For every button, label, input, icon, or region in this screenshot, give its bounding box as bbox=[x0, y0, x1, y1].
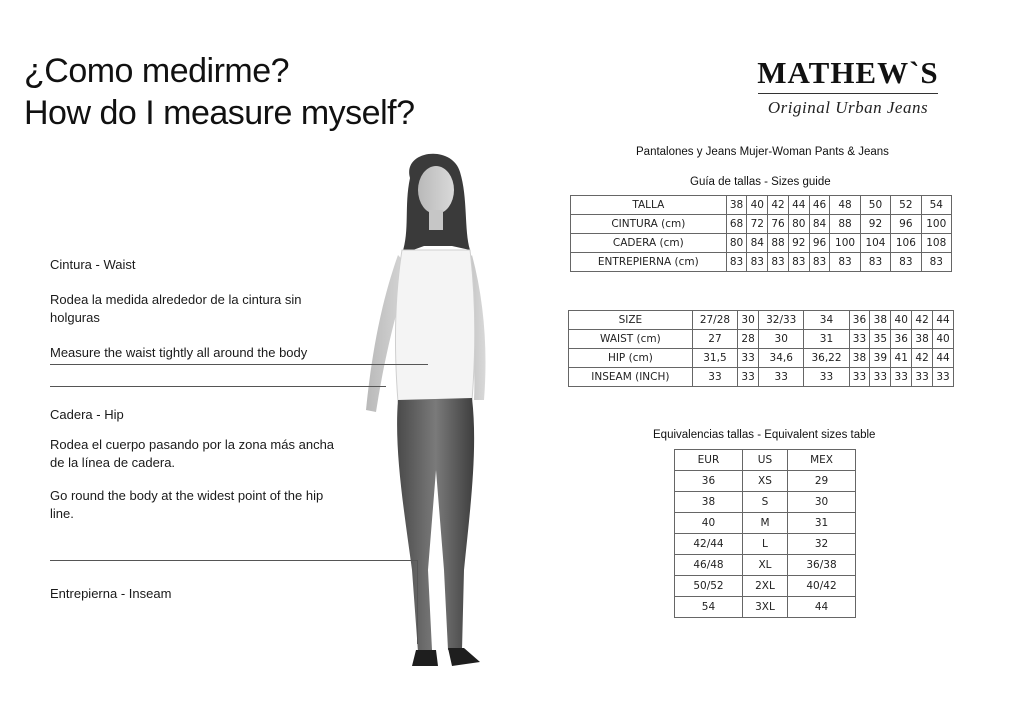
table-cell: XL bbox=[742, 555, 787, 576]
table-cell: 104 bbox=[860, 234, 890, 253]
brand-logo bbox=[752, 56, 944, 118]
table-cell: 68 bbox=[726, 215, 747, 234]
header-cell: 50 bbox=[860, 196, 890, 215]
row-label-cell: WAIST (cm) bbox=[569, 330, 693, 349]
table-row bbox=[569, 368, 954, 387]
table-row bbox=[675, 513, 856, 534]
table-cell: 33 bbox=[933, 368, 954, 387]
table-row bbox=[675, 471, 856, 492]
title-english: How do I measure myself? bbox=[24, 94, 415, 132]
table-cell: 28 bbox=[738, 330, 759, 349]
table-cell: 2XL bbox=[742, 576, 787, 597]
equivalent-sizes-table bbox=[674, 449, 856, 618]
table-row bbox=[675, 555, 856, 576]
waist-heading: Cintura - Waist bbox=[50, 257, 136, 272]
header-cell: 42 bbox=[912, 311, 933, 330]
table-cell: 83 bbox=[768, 253, 789, 272]
table-cell: 76 bbox=[768, 215, 789, 234]
row-label-cell: HIP (cm) bbox=[569, 349, 693, 368]
table-row bbox=[569, 311, 954, 330]
table-cell: XS bbox=[742, 471, 787, 492]
sizes-guide-table-us bbox=[568, 310, 954, 387]
table-row bbox=[571, 234, 952, 253]
table-row bbox=[571, 196, 952, 215]
table-cell: 3XL bbox=[742, 597, 787, 618]
table-cell: 84 bbox=[809, 215, 830, 234]
sizes-guide-caption: Guía de tallas - Sizes guide bbox=[690, 176, 831, 188]
header-cell: SIZE bbox=[569, 311, 693, 330]
header-cell: 42 bbox=[768, 196, 789, 215]
hip-guide-line bbox=[50, 386, 386, 387]
table-cell: 83 bbox=[891, 253, 921, 272]
table-cell: 83 bbox=[726, 253, 747, 272]
table-cell: 83 bbox=[809, 253, 830, 272]
waist-guide-line bbox=[50, 364, 428, 365]
table-cell: 30 bbox=[788, 492, 856, 513]
header-cell: 32/33 bbox=[759, 311, 804, 330]
header-cell: 44 bbox=[788, 196, 809, 215]
table-cell: 36,22 bbox=[804, 349, 849, 368]
table-cell: 36 bbox=[675, 471, 743, 492]
table-cell: 50/52 bbox=[675, 576, 743, 597]
waist-desc-es: Rodea la medida alrededor de la cintura sin holguras bbox=[50, 292, 302, 325]
table-row bbox=[675, 492, 856, 513]
table-cell: 35 bbox=[870, 330, 891, 349]
table-cell: 100 bbox=[921, 215, 951, 234]
table-cell: 96 bbox=[809, 234, 830, 253]
sizes-guide-table-eu bbox=[570, 195, 952, 272]
header-cell: US bbox=[742, 450, 787, 471]
table-cell: 83 bbox=[788, 253, 809, 272]
table-cell: M bbox=[742, 513, 787, 534]
table-cell: 88 bbox=[768, 234, 789, 253]
table-cell: 41 bbox=[891, 349, 912, 368]
table-cell: 72 bbox=[747, 215, 768, 234]
table-cell: 83 bbox=[860, 253, 890, 272]
table-cell: 31,5 bbox=[692, 349, 737, 368]
header-cell: 52 bbox=[891, 196, 921, 215]
header-cell: 46 bbox=[809, 196, 830, 215]
table-cell: 33 bbox=[912, 368, 933, 387]
header-cell: EUR bbox=[675, 450, 743, 471]
table-cell: 38 bbox=[912, 330, 933, 349]
header-cell: 48 bbox=[830, 196, 860, 215]
tank-top bbox=[395, 250, 474, 402]
header-cell: 38 bbox=[870, 311, 891, 330]
table-cell: 40 bbox=[933, 330, 954, 349]
table-cell: 42/44 bbox=[675, 534, 743, 555]
waist-desc-en: Measure the waist tightly all around the body bbox=[50, 345, 308, 360]
table-row bbox=[675, 450, 856, 471]
table-cell: 54 bbox=[675, 597, 743, 618]
table-cell: 36 bbox=[891, 330, 912, 349]
header-cell: 36 bbox=[849, 311, 870, 330]
table-cell: 39 bbox=[870, 349, 891, 368]
header-cell: TALLA bbox=[571, 196, 727, 215]
table-cell: 33 bbox=[692, 368, 737, 387]
hip-desc-en: Go round the body at the widest point of the hip line. bbox=[50, 488, 324, 521]
table-cell: L bbox=[742, 534, 787, 555]
inseam-heading: Entrepierna - Inseam bbox=[50, 586, 172, 601]
jeans bbox=[397, 398, 474, 652]
table-cell: 34,6 bbox=[759, 349, 804, 368]
table-row bbox=[571, 253, 952, 272]
table-row bbox=[569, 349, 954, 368]
table-cell: 33 bbox=[804, 368, 849, 387]
table-cell: 31 bbox=[788, 513, 856, 534]
page-title bbox=[24, 50, 415, 134]
header-cell: 30 bbox=[738, 311, 759, 330]
table-cell: 33 bbox=[738, 349, 759, 368]
table-cell: 80 bbox=[726, 234, 747, 253]
brand-tagline: Original Urban Jeans bbox=[767, 98, 929, 117]
table-row bbox=[675, 597, 856, 618]
header-cell: MEX bbox=[788, 450, 856, 471]
face bbox=[418, 166, 454, 214]
table-cell: 40 bbox=[675, 513, 743, 534]
model-photo bbox=[352, 150, 522, 680]
header-cell: 54 bbox=[921, 196, 951, 215]
table-row bbox=[675, 576, 856, 597]
table-cell: 38 bbox=[675, 492, 743, 513]
table-cell: 31 bbox=[804, 330, 849, 349]
table-row bbox=[675, 534, 856, 555]
equivalents-caption: Equivalencias tallas - Equivalent sizes table bbox=[653, 429, 876, 441]
table-cell: 100 bbox=[830, 234, 860, 253]
table-cell: 46/48 bbox=[675, 555, 743, 576]
table-row bbox=[571, 215, 952, 234]
row-label-cell: ENTREPIERNA (cm) bbox=[571, 253, 727, 272]
table-cell: 83 bbox=[830, 253, 860, 272]
table-cell: 106 bbox=[891, 234, 921, 253]
table-cell: 32 bbox=[788, 534, 856, 555]
table-cell: 29 bbox=[788, 471, 856, 492]
table-cell: 96 bbox=[891, 215, 921, 234]
table-cell: 92 bbox=[788, 234, 809, 253]
header-cell: 40 bbox=[747, 196, 768, 215]
table-cell: S bbox=[742, 492, 787, 513]
row-label-cell: CINTURA (cm) bbox=[571, 215, 727, 234]
table-cell: 33 bbox=[849, 368, 870, 387]
category-caption: Pantalones y Jeans Mujer-Woman Pants & Jeans bbox=[636, 146, 889, 158]
inseam-guide-vertical bbox=[417, 560, 418, 644]
table-row bbox=[569, 330, 954, 349]
table-cell: 36/38 bbox=[788, 555, 856, 576]
table-cell: 92 bbox=[860, 215, 890, 234]
table-cell: 30 bbox=[759, 330, 804, 349]
header-cell: 34 bbox=[804, 311, 849, 330]
table-cell: 27 bbox=[692, 330, 737, 349]
header-cell: 38 bbox=[726, 196, 747, 215]
table-cell: 33 bbox=[759, 368, 804, 387]
hip-heading: Cadera - Hip bbox=[50, 407, 124, 422]
header-cell: 27/28 bbox=[692, 311, 737, 330]
row-label-cell: CADERA (cm) bbox=[571, 234, 727, 253]
table-cell: 80 bbox=[788, 215, 809, 234]
brand-name: MATHEW`S bbox=[757, 55, 939, 90]
table-cell: 83 bbox=[921, 253, 951, 272]
table-cell: 40/42 bbox=[788, 576, 856, 597]
table-cell: 44 bbox=[788, 597, 856, 618]
table-cell: 88 bbox=[830, 215, 860, 234]
table-cell: 33 bbox=[849, 330, 870, 349]
brand-divider bbox=[758, 93, 938, 94]
inseam-guide-line bbox=[50, 560, 418, 561]
table-cell: 33 bbox=[738, 368, 759, 387]
table-cell: 44 bbox=[933, 349, 954, 368]
table-cell: 84 bbox=[747, 234, 768, 253]
table-cell: 38 bbox=[849, 349, 870, 368]
table-cell: 33 bbox=[891, 368, 912, 387]
neck bbox=[429, 210, 443, 230]
title-spanish: ¿Como medirme? bbox=[24, 52, 290, 90]
header-cell: 44 bbox=[933, 311, 954, 330]
table-cell: 108 bbox=[921, 234, 951, 253]
hip-desc-es: Rodea el cuerpo pasando por la zona más ancha de la línea de cadera. bbox=[50, 437, 335, 470]
row-label-cell: INSEAM (INCH) bbox=[569, 368, 693, 387]
shoes bbox=[412, 648, 480, 666]
table-cell: 33 bbox=[870, 368, 891, 387]
table-cell: 42 bbox=[912, 349, 933, 368]
header-cell: 40 bbox=[891, 311, 912, 330]
table-cell: 83 bbox=[747, 253, 768, 272]
